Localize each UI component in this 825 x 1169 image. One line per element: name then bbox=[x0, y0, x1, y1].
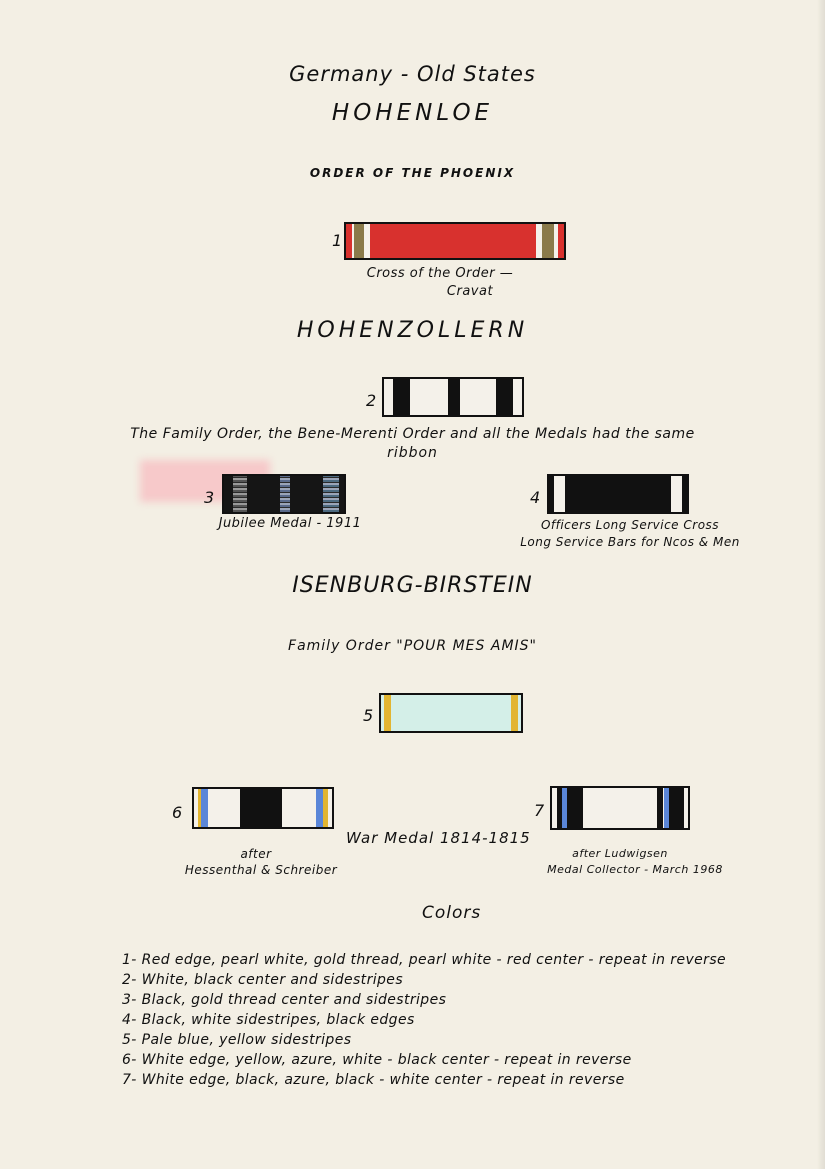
ribbon-7-caption-line2: Medal Collector - March 1968 bbox=[547, 863, 723, 876]
ribbon-4-caption-line2: Long Service Bars for Ncos & Men bbox=[520, 535, 740, 549]
colors-item-6: 6- White edge, yellow, azure, white - black center - repeat in reverse bbox=[122, 1052, 632, 1068]
header-region-title: Germany - Old States bbox=[289, 62, 536, 86]
ribbon-5 bbox=[379, 693, 523, 733]
ribbon-number-5: 5 bbox=[363, 706, 374, 725]
ribbon-3 bbox=[222, 474, 346, 514]
ribbon-1 bbox=[344, 222, 566, 260]
hohenzollern-note-line2: ribbon bbox=[387, 445, 438, 461]
ribbon-1-caption-line2: Cravat bbox=[446, 284, 494, 299]
ribbon-6 bbox=[192, 787, 334, 829]
ribbon-number-6: 6 bbox=[172, 803, 183, 822]
ribbon-number-7: 7 bbox=[534, 801, 545, 820]
header-state-title: HOHENLOE bbox=[331, 100, 494, 126]
ribbon-3-caption: Jubilee Medal - 1911 bbox=[218, 516, 362, 531]
ribbon-4-caption-line1: Officers Long Service Cross bbox=[540, 518, 720, 532]
ribbon-number-2: 2 bbox=[366, 391, 377, 410]
order-phoenix-title: ORDER OF THE PHOENIX bbox=[309, 166, 516, 180]
colors-list bbox=[122, 950, 726, 1090]
ribbon-6-caption-line1: after bbox=[240, 847, 272, 861]
ribbon-1-caption-line1: Cross of the Order — bbox=[366, 266, 514, 281]
colors-item-1: 1- Red edge, pearl white, gold thread, pearl white - red center - repeat in reverse bbox=[122, 952, 727, 968]
isenburg-title: ISENBURG-BIRSTEIN bbox=[292, 573, 533, 598]
hohenzollern-title: HOHENZOLLERN bbox=[296, 318, 529, 343]
colors-title: Colors bbox=[422, 903, 482, 923]
ribbon-6-caption-line2: Hessenthal & Schreiber bbox=[184, 863, 338, 877]
ribbon-number-3: 3 bbox=[204, 488, 215, 507]
ribbon-number-4: 4 bbox=[530, 488, 541, 507]
ribbon-2 bbox=[382, 377, 524, 417]
colors-item-5: 5- Pale blue, yellow sidestripes bbox=[122, 1032, 352, 1048]
colors-item-7: 7- White edge, black, azure, black - white center - repeat in reverse bbox=[122, 1072, 625, 1088]
ribbon-7 bbox=[550, 786, 690, 830]
ribbon-number-1: 1 bbox=[332, 231, 343, 250]
ribbon-7-caption-line1: after Ludwigsen bbox=[572, 847, 668, 860]
ribbon-4 bbox=[547, 474, 689, 514]
colors-item-3: 3- Black, gold thread center and sidestripes bbox=[122, 992, 447, 1008]
hohenzollern-note-line1: The Family Order, the Bene-Merenti Order and all the Medals had the same bbox=[130, 426, 695, 442]
colors-item-2: 2- White, black center and sidestripes bbox=[122, 972, 404, 988]
war-medal-label: War Medal 1814-1815 bbox=[346, 829, 531, 847]
isenburg-order-title: Family Order "POUR MES AMIS" bbox=[288, 638, 537, 654]
colors-item-4: 4- Black, white sidestripes, black edges bbox=[122, 1012, 415, 1028]
